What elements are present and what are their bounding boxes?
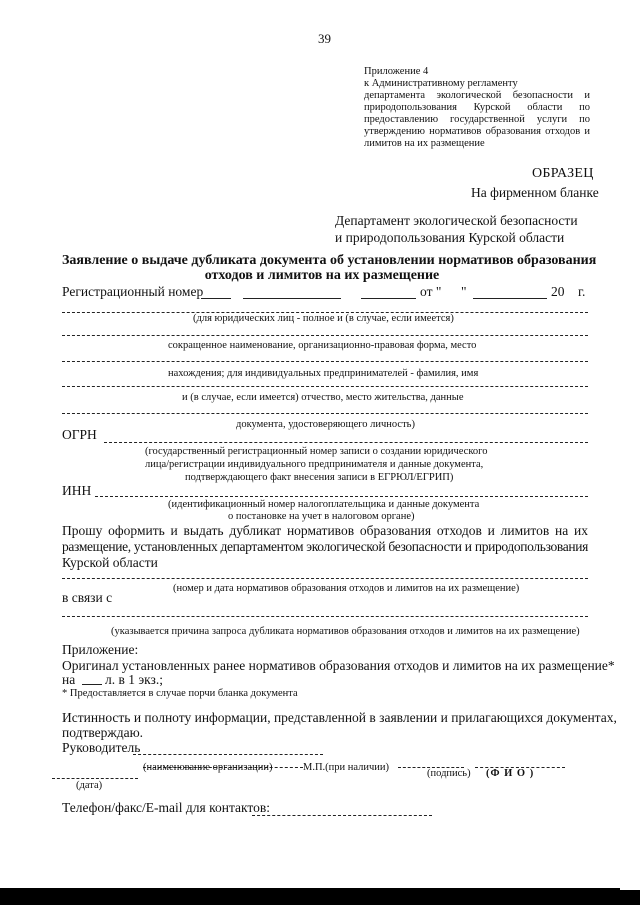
org-name-hint: (наименование организации) [143, 762, 273, 773]
contacts-label: Телефон/факс/E-mail для контактов: [62, 800, 270, 815]
request-line-1: Прошу оформить и выдать дубликат нормативов образования отходов и лимитов на их [62, 523, 588, 538]
sample-label: ОБРАЗЕЦ [532, 166, 594, 181]
date-hint: (дата) [76, 780, 103, 791]
appendix-line-6: утверждению нормативов образования отходов и [364, 126, 590, 137]
attachment-label: Приложение: [62, 642, 139, 657]
reason-hint: (указывается причина запроса дубликата нормативов образования отходов и лимитов на их размещение) [111, 626, 580, 637]
request-line-2: размещение, установленных департаментом экологической безопасности и природопользования [62, 539, 588, 554]
department-line-2: и природопользования Курской области [335, 230, 565, 245]
applicant-hint-1: (для юридических лиц - полное и (в случае, если имеется) [193, 313, 454, 324]
appendix-line-5: предоставлению государственной услуги по [364, 114, 590, 125]
reg-year: 20 [551, 284, 565, 299]
appendix-line-2: к Административному регламенту [364, 78, 518, 89]
confirm-line-2: подтверждаю. [62, 725, 144, 740]
appendix-line-7: лимитов на их размещение [364, 138, 485, 149]
confirm-line-1: Истинность и полноту информации, представленной в заявлении и прилагающихся документах, [62, 710, 617, 725]
reg-date-from: от " [420, 284, 442, 299]
appendix-line-3: департамента экологической безопасности и [364, 90, 590, 101]
ogrn-hint-3: подтверждающего факт внесения записи в ЕГРЮЛ/ЕГРИП) [185, 472, 454, 483]
inn-label: ИНН [62, 483, 92, 498]
attachment-line-1: Оригинал установленных ранее нормативов образования отходов и лимитов на их размещение* [62, 658, 615, 673]
inn-hint-1: (идентификационный номер налогоплательщика и данные документа [168, 499, 480, 510]
document-title-line-2: отходов и лимитов на их размещение [204, 268, 440, 283]
reg-year-suffix: г. [578, 284, 586, 299]
department-line-1: Департамент экологической безопасности [335, 213, 578, 228]
ogrn-hint-2: лица/регистрации индивидуального предпринимателя и данные документа, [145, 459, 484, 470]
applicant-hint-2: сокращенное наименование, организационно-правовая форма, место [168, 340, 477, 351]
attachment-footnote: * Предоставляется в случае порчи бланка документа [62, 688, 298, 699]
ogrn-label: ОГРН [62, 427, 97, 442]
attachment-pages-suffix: л. в 1 экз.; [105, 672, 163, 687]
signature-head-label: Руководитель [62, 740, 141, 755]
request-line-3: Курской области [62, 555, 158, 570]
letterhead-note: На фирменном бланке [471, 185, 599, 200]
reg-number-label: Регистрационный номер [62, 284, 204, 299]
ogrn-hint-1: (государственный регистрационный номер записи о создании юридического [145, 446, 488, 457]
page-number: 39 [318, 31, 331, 46]
appendix-line-1: Приложение 4 [364, 66, 429, 77]
applicant-hint-5: документа, удостоверяющего личность) [236, 419, 415, 430]
request-hint: (номер и дата нормативов образования отходов и лимитов на их размещение) [173, 583, 520, 594]
stamp-hint: М.П.(при наличии) [303, 762, 390, 773]
document-title-line-1: Заявление о выдаче дубликата документа об установлении нормативов образования [62, 253, 597, 268]
applicant-hint-3: нахождения; для индивидуальных предпринимателей - фамилия, имя [168, 368, 479, 379]
reg-date-quote: " [461, 284, 467, 299]
attachment-pages-prefix: на [62, 672, 76, 687]
scan-border-bottom [0, 888, 620, 905]
applicant-hint-4: и (в случае, если имеется) отчество, место жительства, данные [182, 392, 464, 403]
appendix-line-4: природопользования Курской области по [364, 102, 590, 113]
scan-edge-corner [620, 890, 640, 905]
fio-hint: (Ф И О ) [486, 768, 535, 779]
sign-hint: (подпись) [427, 768, 471, 779]
inn-hint-2: о постановке на учет в налоговом органе) [228, 511, 415, 522]
reason-label: в связи с [62, 590, 113, 605]
